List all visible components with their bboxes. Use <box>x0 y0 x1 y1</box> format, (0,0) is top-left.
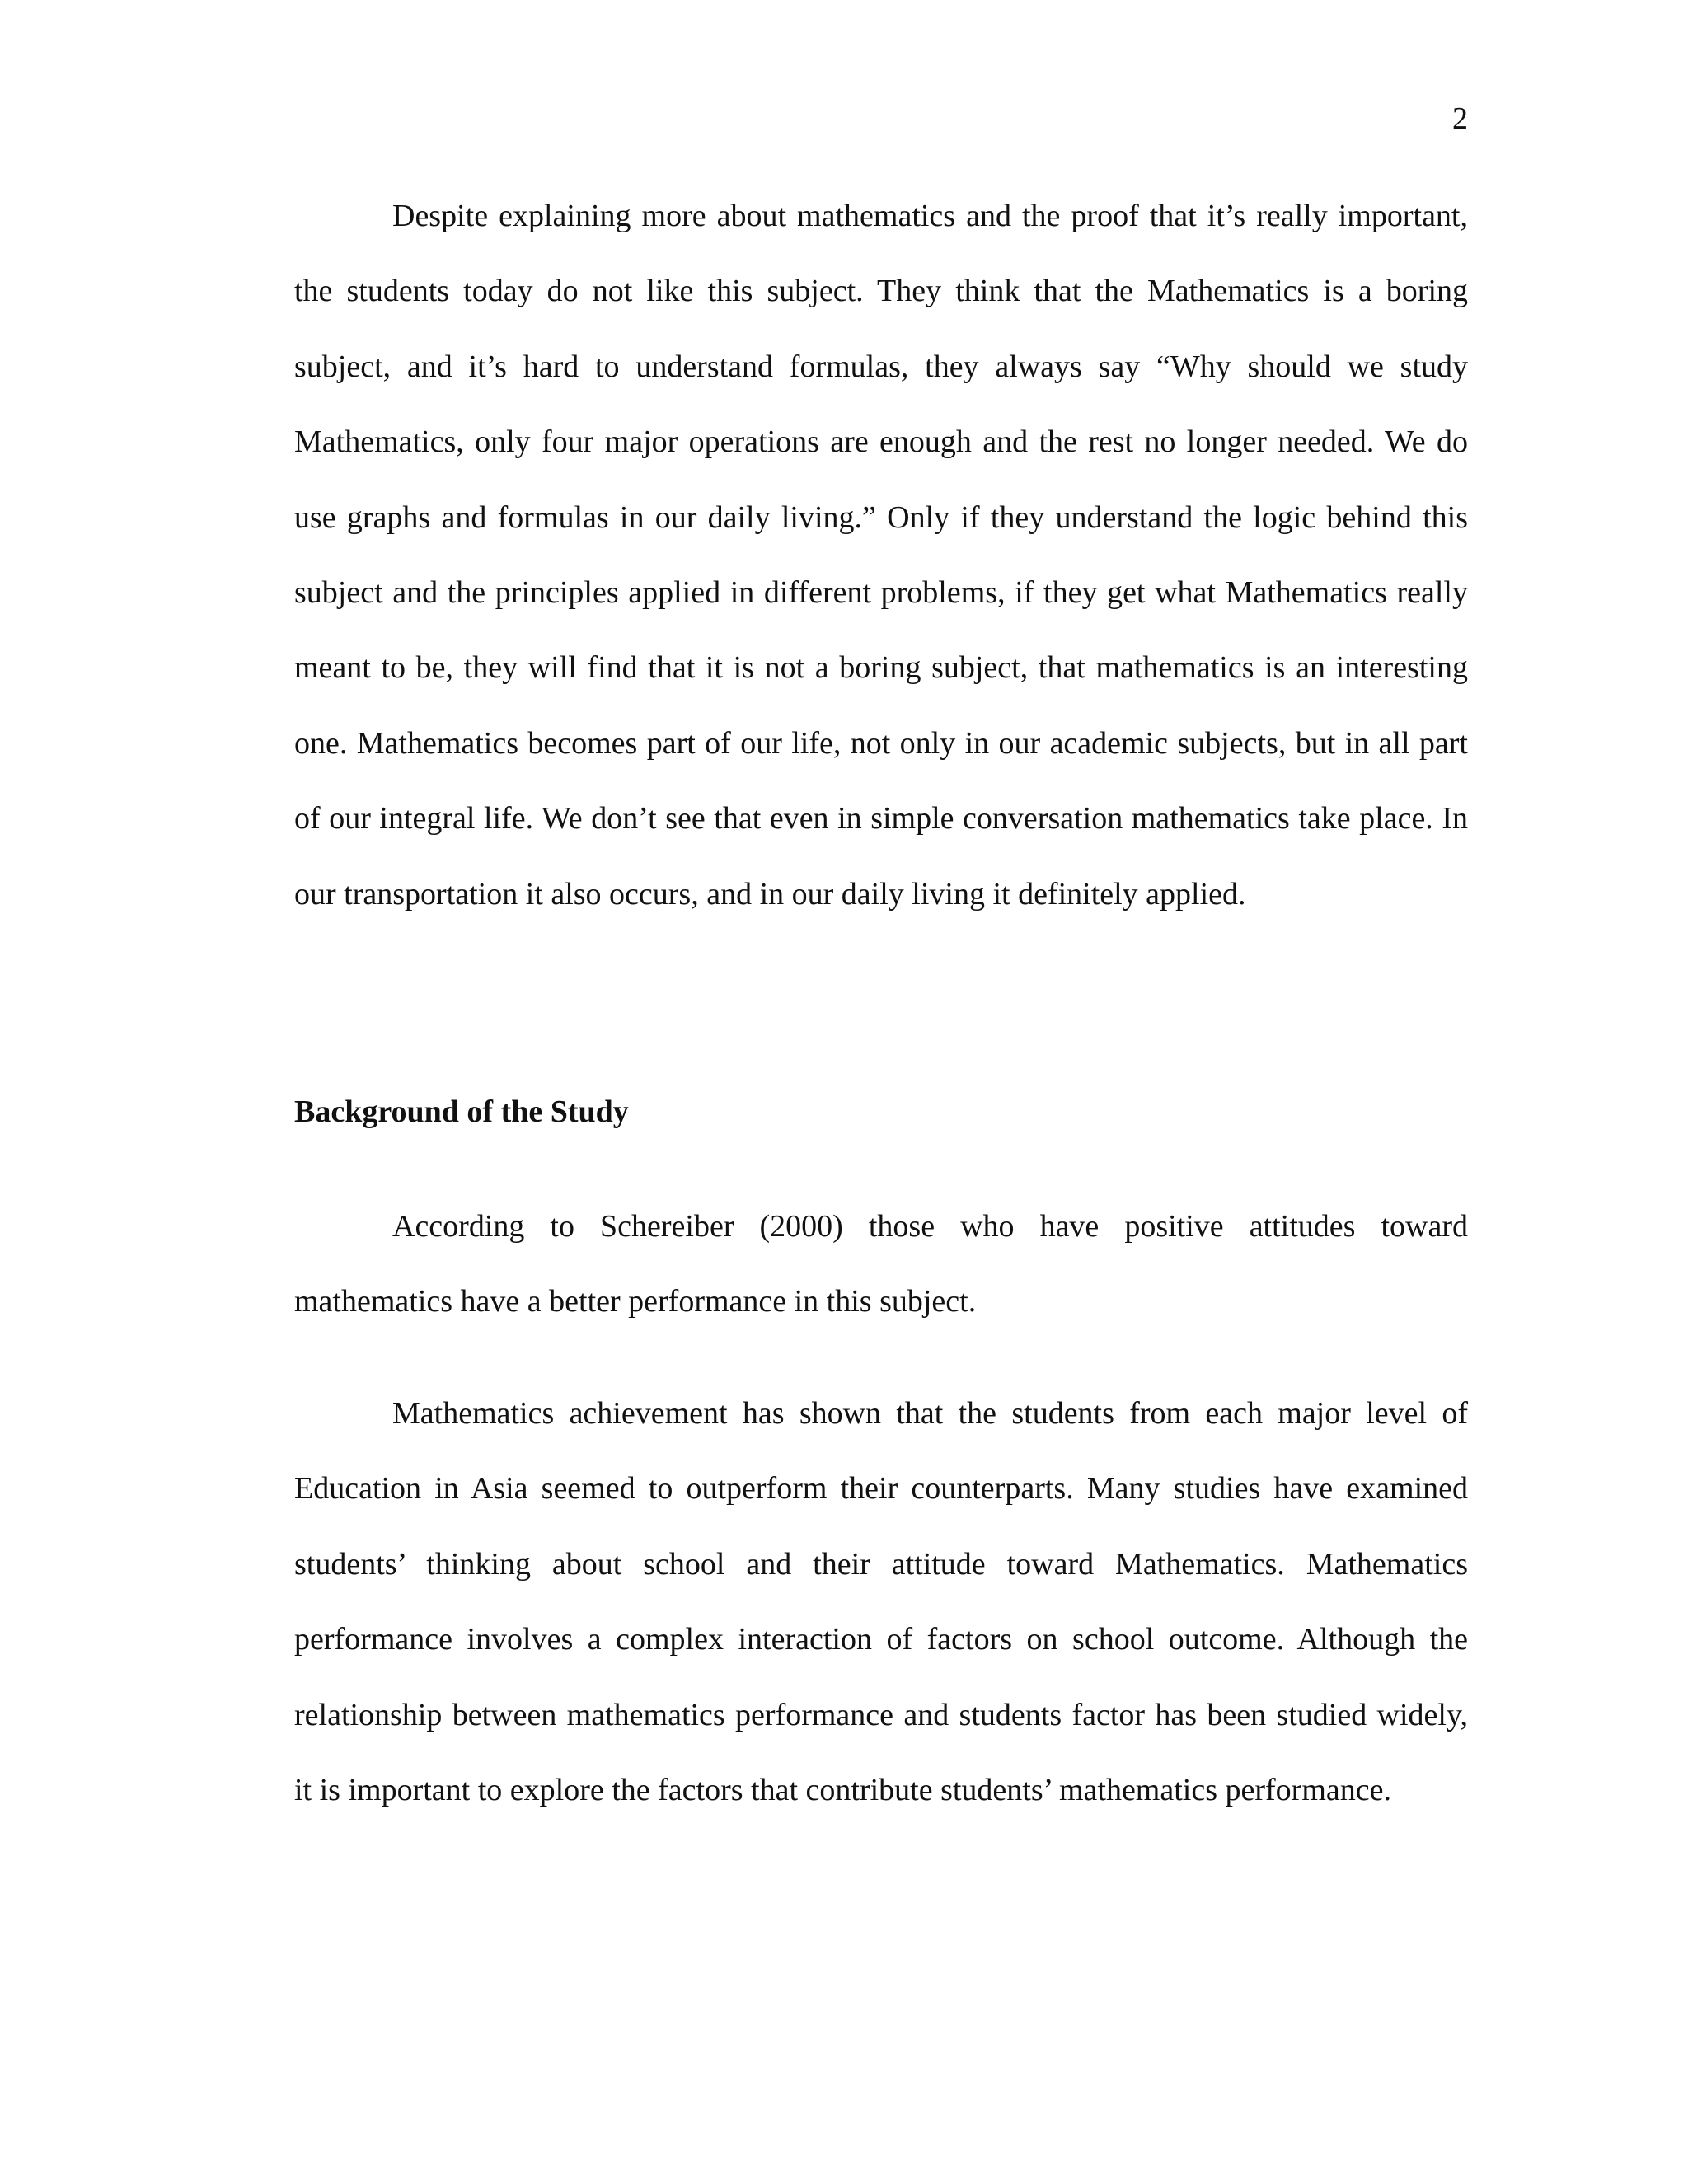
section-heading: Background of the Study <box>294 1094 629 1129</box>
page-number: 2 <box>1452 101 1468 136</box>
background-paragraph-2-block <box>294 1376 1468 1828</box>
background-paragraph-1: According to Schereiber (2000) those who have positive attitudes toward mathematics have a better performance in this subject. <box>294 1209 1468 1319</box>
background-paragraph-2: Mathematics achievement has shown that the students from each major level of Education in Asia seemed to outperform their counterparts. Many studies have examined students’ thinking about school and their attitude toward Mathematics. Mathematics performance involves a complex interaction of factors on school outcome. Although the relationship between mathematics performance and students factor has been studied widely, it is important to explore the factors that contribute students’ mathematics performance. <box>294 1396 1468 1808</box>
intro-paragraph-block <box>294 179 1468 932</box>
intro-paragraph: Despite explaining more about mathematics and the proof that it’s really important, the students today do not like this subject. They think that the Mathematics is a boring subject, and it’s hard to understand formulas, they always say “Why should we study Mathematics, only four major operations are enough and the rest no longer needed. We do use graphs and formulas in our daily living.” Only if they understand the logic behind this subject and the principles applied in different problems, if they get what Mathematics really meant to be, they will find that it is not a boring subject, that mathematics is an interesting one. Mathematics becomes part of our life, not only in our academic subjects, but in all part of our integral life. We don’t see that even in simple conversation mathematics take place. In our transportation it also occurs, and in our daily living it definitely applied. <box>294 199 1468 912</box>
background-paragraph-1-block <box>294 1189 1468 1340</box>
